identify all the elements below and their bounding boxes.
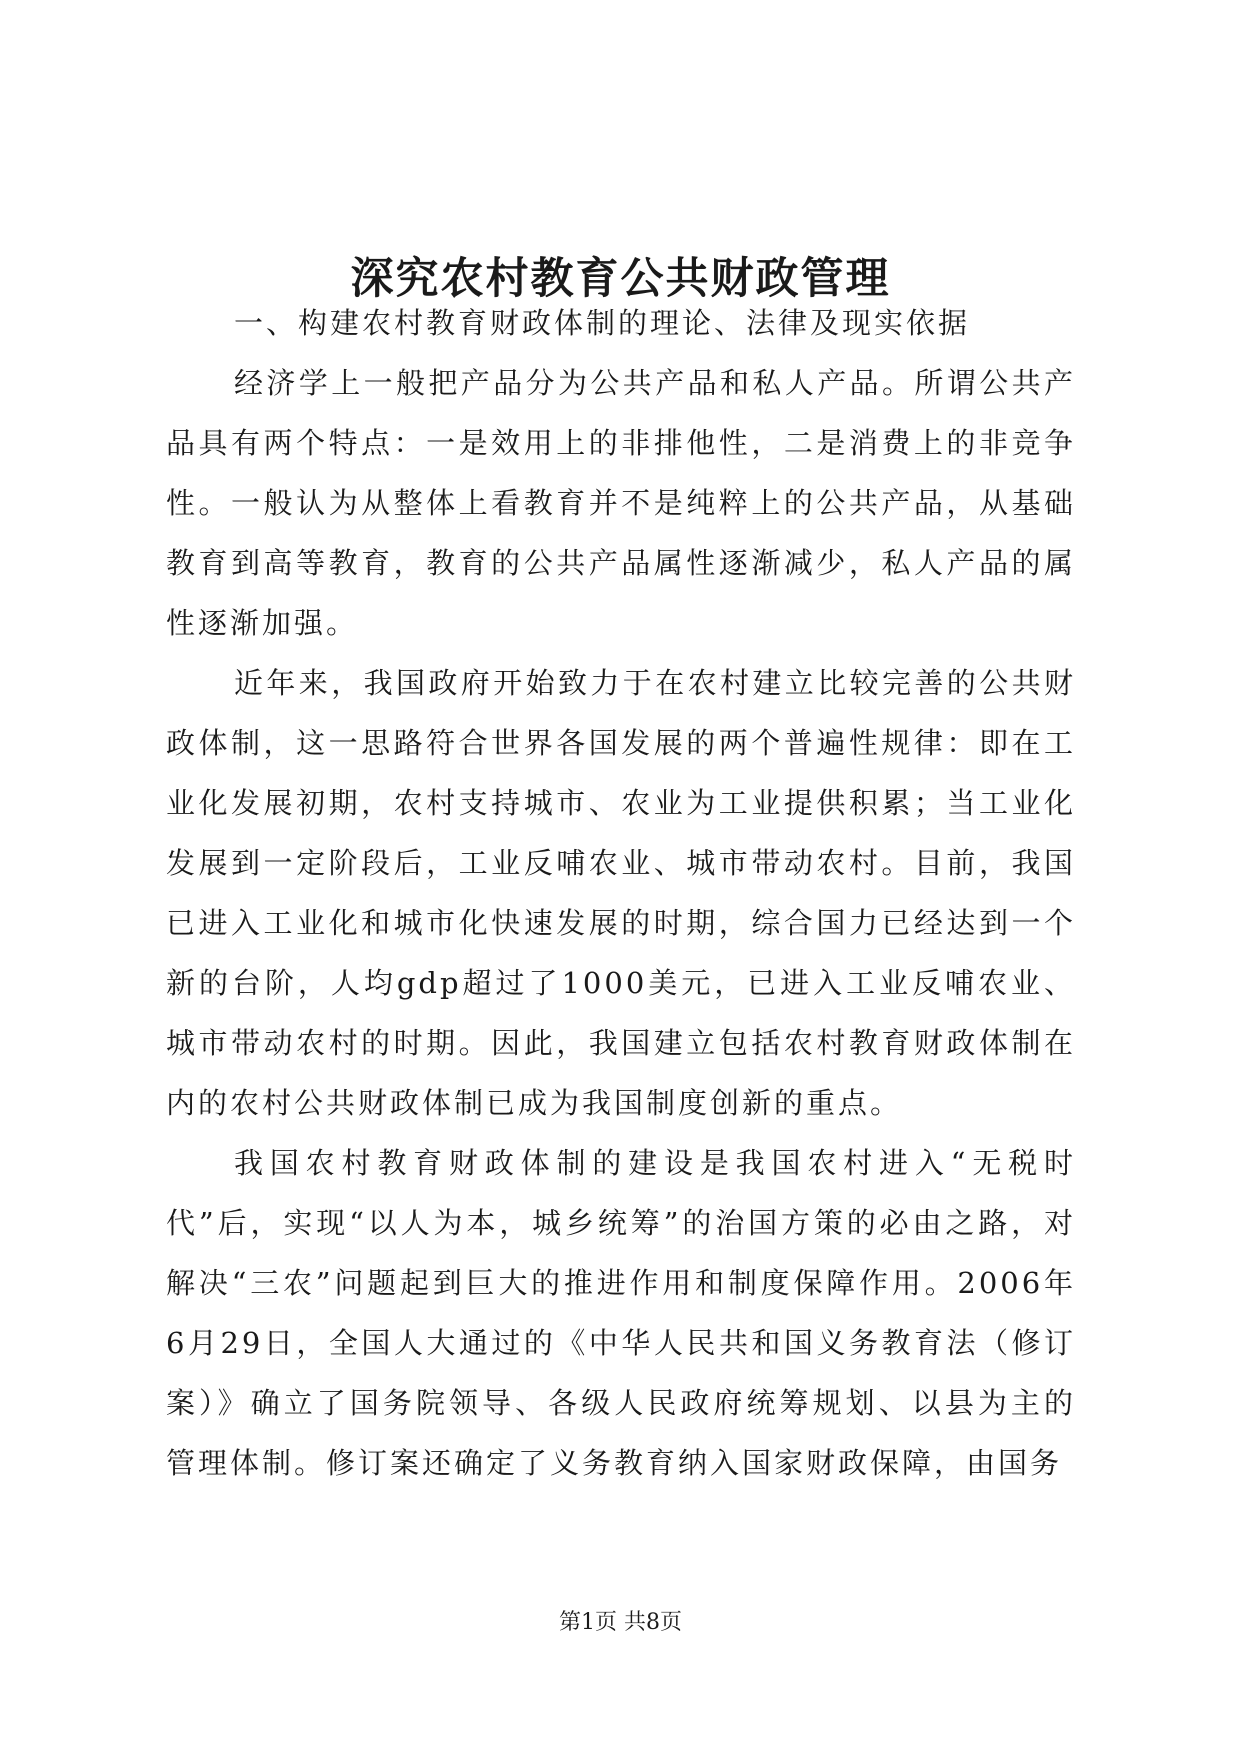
paragraph-3: 我国农村教育财政体制的建设是我国农村进入“无税时代”后，实现“以人为本，城乡统筹”的治国方策的必由之路，对解决“三农”问题起到巨大的推进作用和制度保障作用。2006年6月29日，全国人大通过的《中华人民共和国义务教育法（修订案）》确立了国务院领导、各级人民政府统筹规划、以县为主的管理体制。修订案还确定了义务教育纳入国家财政保障，由国务 [166, 1146, 1076, 1480]
document-title: 深究农村教育公共财政管理 [350, 253, 891, 304]
paragraph-1: 经济学上一般把产品分为公共产品和私人产品。所谓公共产品具有两个特点：一是效用上的非排他性，二是消费上的非竞争性。一般认为从整体上看教育并不是纯粹上的公共产品，从基础教育到高等教育，教育的公共产品属性逐渐减少，私人产品的属性逐渐加强。 [166, 366, 1076, 640]
paragraph-2: 近年来，我国政府开始致力于在农村建立比较完善的公共财政体制，这一思路符合世界各国发展的两个普遍性规律：即在工业化发展初期，农村支持城市、农业为工业提供积累；当工业化发展到一定阶段后，工业反哺农业、城市带动农村。目前，我国已进入工业化和城市化快速发展的时期，综合国力已经达到一个新的台阶，人均gdp超过了1000美元，已进入工业反哺农业、城市带动农村的时期。因此，我国建立包括农村教育财政体制在内的农村公共财政体制已成为我国制度创新的重点。 [166, 666, 1076, 1120]
page-number-footer: 第1页 共8页 [559, 1610, 682, 1635]
section-heading: 一、构建农村教育财政体制的理论、法律及现实依据 [234, 306, 971, 340]
document-body [166, 293, 1076, 1493]
